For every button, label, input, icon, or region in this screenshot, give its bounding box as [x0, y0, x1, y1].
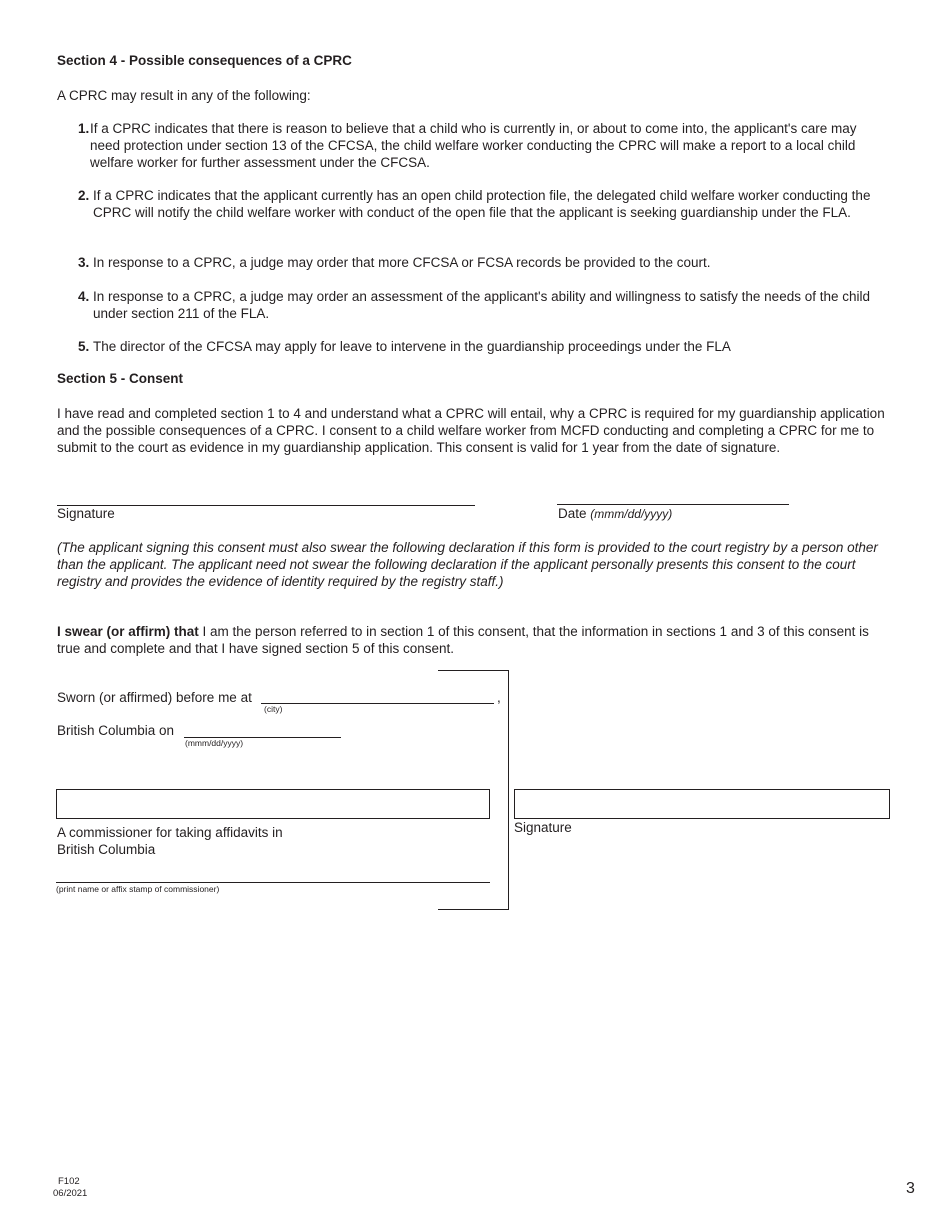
sworn-before-label: Sworn (or affirmed) before me at — [57, 690, 252, 705]
signature-line[interactable] — [57, 505, 475, 506]
city-input-line[interactable] — [261, 703, 494, 704]
applicant-signature-label: Signature — [514, 820, 572, 835]
list-item-text: The director of the CFCSA may apply for leave to intervene in the guardianship proceedings under the FLA — [93, 339, 731, 354]
section-4-heading: Section 4 - Possible consequences of a CPRC — [57, 53, 352, 68]
oath-paragraph — [57, 623, 887, 657]
bracket-bottom — [438, 909, 508, 910]
consent-paragraph: I have read and completed section 1 to 4 and understand what a CPRC will entail, why a CPRC is required for my guardianship application and the possible consequences of a CPRC. I consent to a child welfare worker from MCFD conducting and completing a CPRC for me to submit to the court as evidence in my guardianship application. This consent is valid for 1 year from the date of signature. — [57, 406, 885, 455]
list-item-text: In response to a CPRC, a judge may order that more CFCSA or FCSA records be provided to the court. — [93, 255, 711, 270]
list-item — [78, 187, 886, 221]
date-format-hint: (mmm/dd/yyyy) — [590, 507, 673, 521]
list-item — [78, 288, 886, 322]
date-label-group — [558, 506, 672, 521]
form-date: 06/2021 — [53, 1188, 88, 1199]
city-hint: (city) — [264, 704, 283, 714]
bc-on-label: British Columbia on — [57, 723, 175, 738]
list-item-number: 4. — [78, 289, 90, 304]
page-number: 3 — [906, 1180, 915, 1197]
list-item-number: 1. — [78, 121, 90, 136]
list-item-number: 5. — [78, 339, 90, 354]
commissioner-label-line1: A commissioner for taking affidavits in — [57, 825, 283, 840]
date-label: Date — [558, 506, 587, 521]
commissioner-hint: (print name or affix stamp of commissioner) — [56, 884, 220, 894]
sworn-date-hint: (mmm/dd/yyyy) — [185, 738, 244, 748]
form-id — [53, 1176, 88, 1200]
signature-label: Signature — [57, 506, 115, 521]
section-5-heading: Section 5 - Consent — [57, 371, 184, 386]
applicant-signature-box[interactable] — [514, 789, 890, 819]
declaration-note: (The applicant signing this consent must also swear the following declaration if this form is provided to the court registry by a person other than the applicant. The applicant need not swear the following declaration if the applicant personally presents this consent to the court registry and provides the evidence of identity required by the registry staff.) — [57, 540, 878, 589]
oath-lead: I swear (or affirm) that — [57, 624, 199, 639]
list-item-text: If a CPRC indicates that the applicant currently has an open child protection file, the delegated child welfare worker conducting the CPRC will notify the child welfare worker with conduct of the open file that the applicant is seeking guardianship under the FLA. — [93, 188, 871, 220]
list-item-number: 3. — [78, 255, 90, 270]
bracket-divider — [508, 670, 509, 910]
list-item — [78, 338, 886, 355]
list-item-number: 2. — [78, 188, 90, 203]
comma: , — [497, 690, 501, 705]
commissioner-name-line[interactable] — [56, 882, 490, 883]
list-item — [78, 254, 886, 271]
form-code: F102 — [58, 1176, 80, 1187]
list-item — [78, 120, 886, 171]
commissioner-signature-box[interactable] — [56, 789, 490, 819]
list-item-text: If a CPRC indicates that there is reason to believe that a child who is currently in, or about to come into, the applicant's care may need protection under section 13 of the CFCSA, the child welfare worker conducting the CPRC will make a report to a local child welfare worker for further assessment under the CFCSA. — [90, 121, 857, 170]
list-item-text: In response to a CPRC, a judge may order an assessment of the applicant's ability and willingness to satisfy the needs of the child under section 211 of the FLA. — [93, 289, 871, 321]
bracket-top — [438, 670, 508, 671]
commissioner-label — [57, 824, 283, 858]
commissioner-label-line2: British Columbia — [57, 842, 156, 857]
date-line[interactable] — [557, 504, 789, 505]
section-4-intro: A CPRC may result in any of the following: — [57, 88, 311, 103]
oath-text: I am the person referred to in section 1 of this consent, that the information in sections 1 and 3 of this consent is true and complete and that I have signed section 5 of this consent. — [57, 624, 869, 656]
